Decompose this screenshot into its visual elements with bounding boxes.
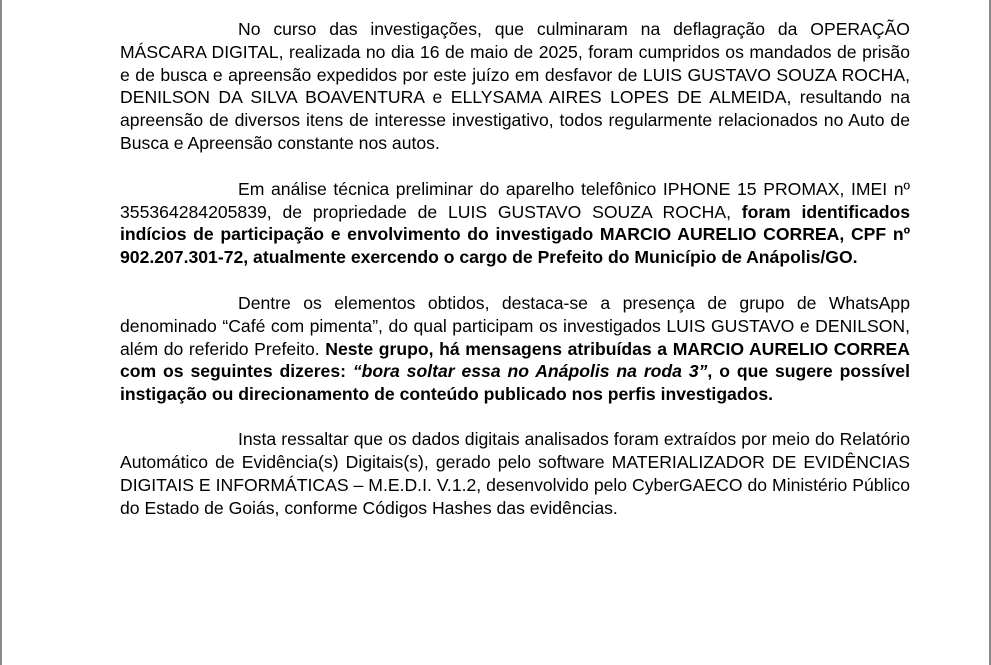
paragraph-3: [120, 292, 910, 406]
paragraph-3-quote: “bora soltar essa no Anápolis na roda 3”: [352, 361, 708, 382]
paragraph-2-text: Em análise técnica preliminar do aparelho telefônico IPHONE 15 PROMAX, IMEI nº 355364284205839, de propriedade de LUIS GUSTAVO SOUZA ROCHA,: [120, 178, 910, 222]
paragraph-4: [120, 428, 910, 519]
document-body: [120, 18, 910, 542]
paragraph-4-text: Insta ressaltar que os dados digitais analisados foram extraídos por meio do Relatório Automático de Evidência(s) Digitais(s), gerado pelo software MATERIALIZADOR DE EVIDÊNCIAS DIGITAIS E INFORMÁTICAS – M.E.D.I. V.1.2, desenvolvido pelo CyberGAECO do Ministério Público do Estado de Goiás, conforme Códigos Hashes das evidências.: [120, 429, 910, 518]
paragraph-3-text: Dentre os elementos obtidos, destaca-se a presença de grupo de WhatsApp denominado “Café com pimenta”, do qual participam os investigados LUIS GUSTAVO e DENILSON, além do referido Prefeito.: [120, 292, 910, 359]
paragraph-1-text: No curso das investigações, que culminaram na deflagração da OPERAÇÃO MÁSCARA DIGITAL, realizada no dia 16 de maio de 2025, foram cumpridos os mandados de prisão e de busca e apreensão expedidos por este juízo em desfavor de LUIS GUSTAVO SOUZA ROCHA, DENILSON DA SILVA BOAVENTURA e ELLYSAMA AIRES LOPES DE ALMEIDA, resultando na apreensão de diversos itens de interesse investigativo, todos regularmente relacionados no Auto de Busca e Apreensão constante nos autos.: [120, 19, 910, 153]
paragraph-3-bold-text: Neste grupo, há mensagens atribuídas a MARCIO AURELIO CORREA com os seguintes dizeres:: [120, 338, 910, 382]
paragraph-3-bold-tail: , o que sugere possível instigação ou direcionamento de conteúdo publicado nos perfis investigados.: [120, 361, 910, 405]
paragraph-2: [120, 178, 910, 269]
paragraph-2-bold-text: foram identificados indícios de participação e envolvimento do investigado MARCIO AURELIO CORREA, CPF nº 902.207.301-72, atualmente exercendo o cargo de Prefeito do Município de Anápolis/GO.: [120, 201, 910, 268]
paragraph-1: [120, 18, 910, 155]
page-left-border: [0, 0, 2, 665]
